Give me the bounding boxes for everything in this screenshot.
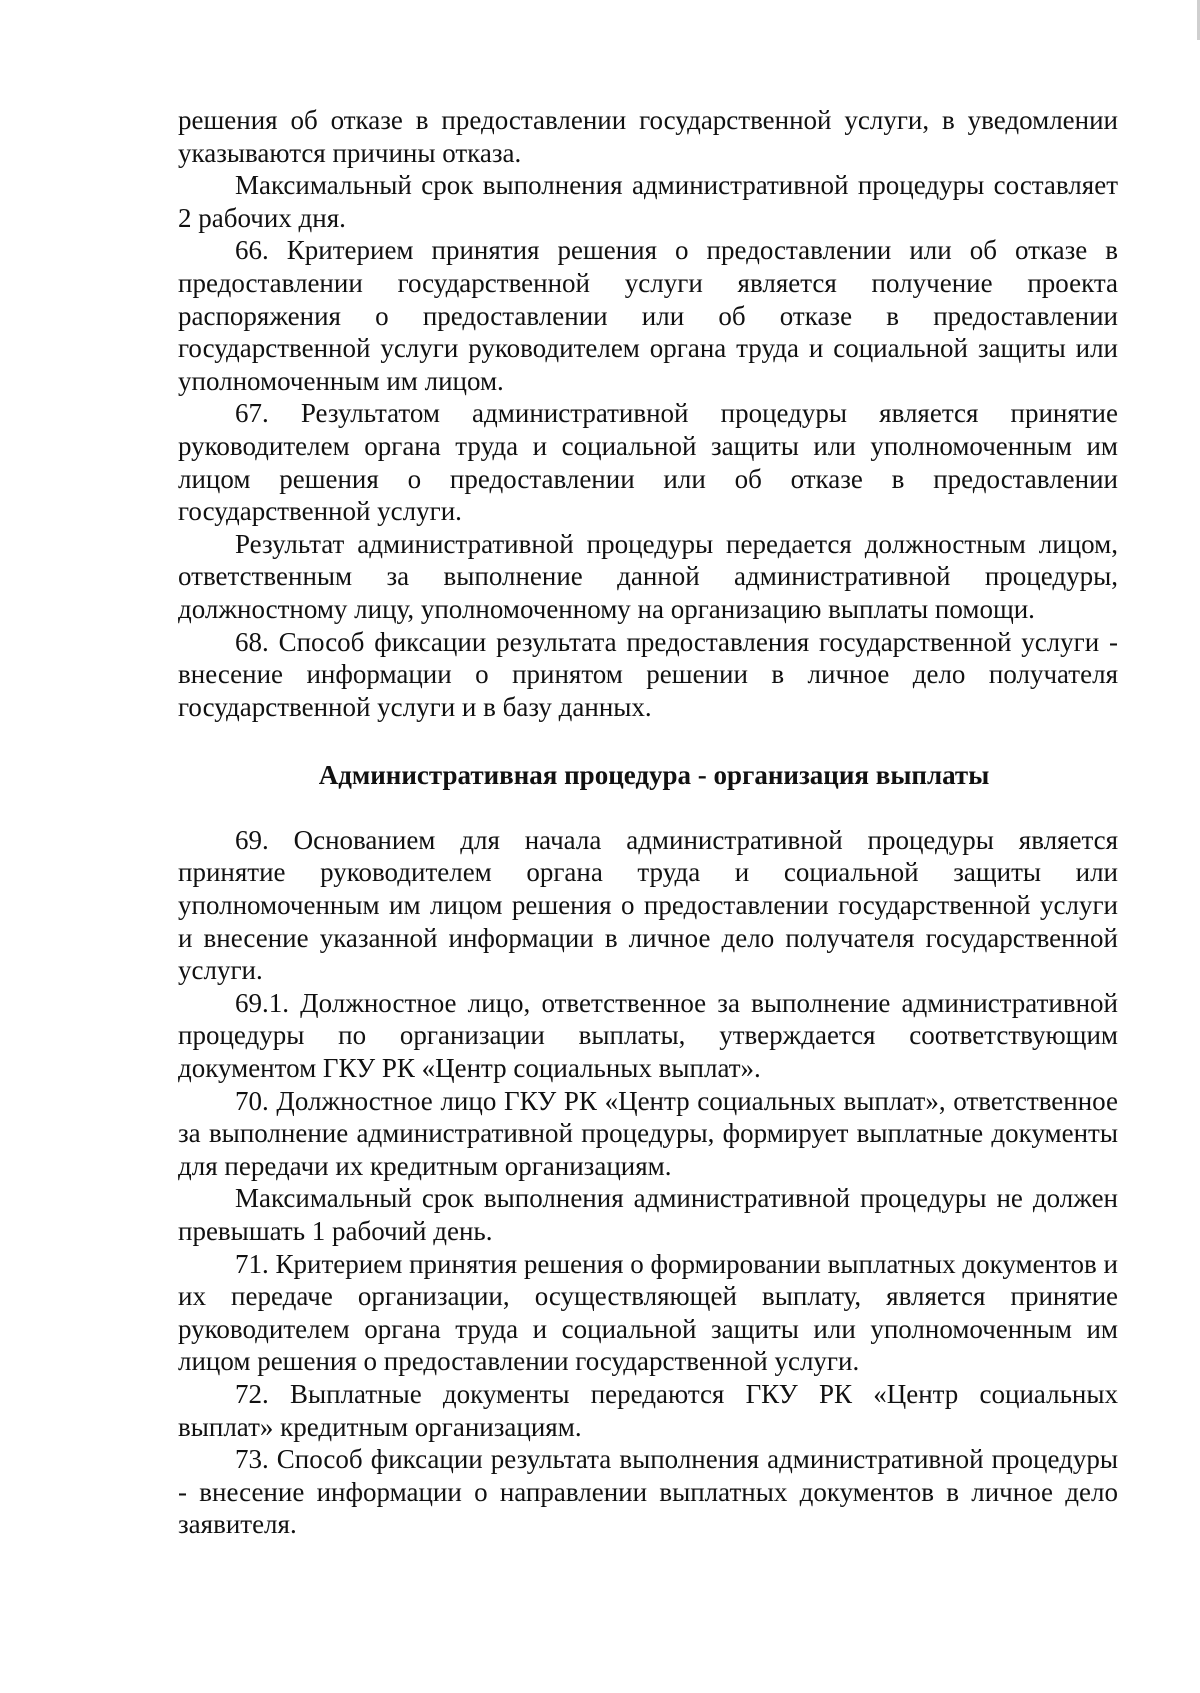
paragraph: 69.1. Должностное лицо, ответственное за выполнение административной процедуры по организации выплаты, утверждается соответствующим документом ГКУ РК «Центр социальных выплат». [178, 987, 1118, 1084]
paragraph: 69. Основанием для начала административной процедуры является принятие руководителем органа труда и социальной защиты или уполномоченным им лицом решения о предоставлении государственной услуги и внесение указанной информации в личное дело получателя государственной услуги. [178, 824, 1118, 986]
paragraph: 70. Должностное лицо ГКУ РК «Центр социальных выплат», ответственное за выполнение административной процедуры, формирует выплатные документы для передачи их кредитным организациям. [178, 1085, 1118, 1181]
paragraphs-before-heading [178, 104, 1118, 723]
paragraph: 71. Критерием принятия решения о формировании выплатных документов и их передаче организации, осуществляющей выплату, является принятие руководителем органа труда и социальной защиты или уполномоченным им лицом решения о предоставлении государственной услуги. [178, 1248, 1118, 1377]
section-heading: Административная процедура - организация выплаты [318, 760, 990, 791]
paragraph: 68. Способ фиксации результата предоставления государственной услуги - внесение информации о принятом решении в личное дело получателя государственной услуги и в базу данных. [178, 626, 1118, 722]
paragraph: 72. Выплатные документы передаются ГКУ РК «Центр социальных выплат» кредитным организациям. [178, 1378, 1118, 1442]
paragraphs-after-heading [178, 824, 1118, 1541]
paragraph: Результат административной процедуры передается должностным лицом, ответственным за выполнение данной административной процедуры, должностному лицу, уполномоченному на организацию выплаты помощи. [178, 528, 1118, 624]
paragraph: 73. Способ фиксации результата выполнения административной процедуры - внесение информации о направлении выплатных документов в личное дело заявителя. [178, 1444, 1118, 1540]
paragraph: Максимальный срок выполнения административной процедуры составляет 2 рабочих дня. [178, 170, 1118, 233]
paragraph: решения об отказе в предоставлении государственной услуги, в уведомлении указываются причины отказа. [178, 105, 1118, 168]
paragraph: Максимальный срок выполнения административной процедуры не должен превышать 1 рабочий день. [178, 1183, 1118, 1246]
paragraph: 66. Критерием принятия решения о предоставлении или об отказе в предоставлении государственной услуги является получение проекта распоряжения о предоставлении или об отказе в предоставлении государственной услуги руководителем органа труда и социальной защиты или уполномоченным им лицом. [178, 235, 1118, 396]
document-page [178, 104, 1118, 1541]
paragraph: 67. Результатом административной процедуры является принятие руководителем органа труда и социальной защиты или уполномоченным им лицом решения о предоставлении или об отказе в предоставлении государственной услуги. [178, 398, 1118, 527]
